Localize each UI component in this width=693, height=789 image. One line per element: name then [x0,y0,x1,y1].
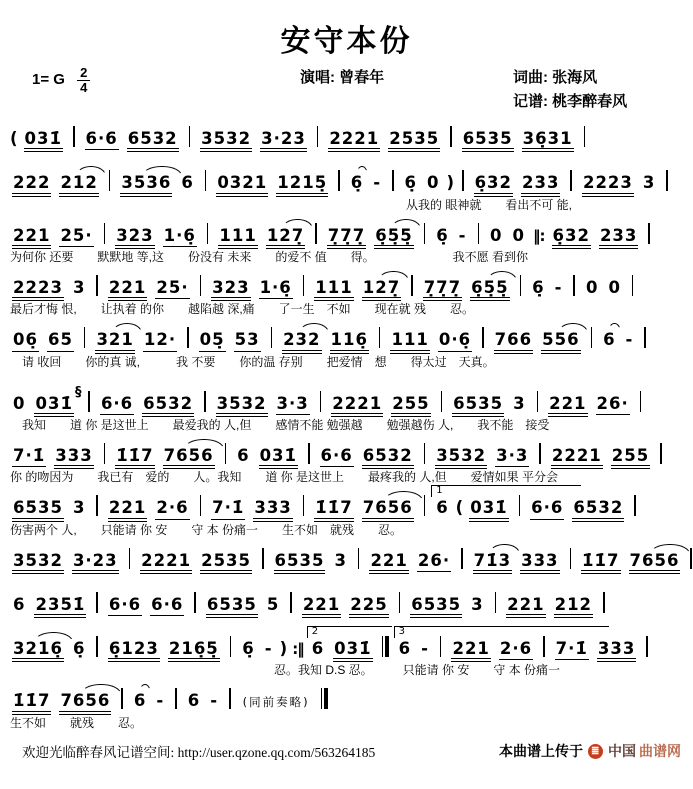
note-group: 7̣7̣7̣ [423,279,462,301]
barline [225,443,227,464]
note-group: 53 [234,331,261,351]
barline [229,688,231,709]
note-group: 233 [599,227,638,249]
note-group: 3 [471,594,484,614]
note-group: 12· [143,331,177,351]
note-group: 2535 [388,130,440,152]
barline [424,495,426,516]
notation-line [8,485,685,521]
note-group: - [458,225,467,245]
note-group: 0 [13,393,26,413]
note-group: - [421,639,429,659]
notation-score [8,120,685,731]
note-group: 06̣ [12,331,39,351]
composer-label: 词曲: [513,69,548,86]
note-group: 3532 [435,447,487,469]
note-group: 233 [521,174,560,196]
note-group: 6·6 [530,499,564,519]
note-group: - [264,639,273,659]
barline [303,495,305,516]
note-group: 3·23 [72,552,119,574]
note-group: 26· [417,552,451,572]
note-group: 6 [133,691,147,711]
barline [200,495,202,516]
note-group: 2223 [582,174,634,196]
barline [392,170,394,191]
note-group: 212 [59,174,98,196]
music-system [8,437,685,485]
barline [271,327,273,348]
note-group: 031̇ [469,499,508,521]
barline [648,223,650,244]
note-group: 6532 [362,447,414,469]
volta-bracket: 3 [394,626,609,638]
barline [290,592,292,613]
note-group: 6̣32 [474,174,513,196]
note-group: 6̣ [532,277,545,297]
notation-line [8,542,685,574]
notation-text: ( [10,129,18,148]
barline [262,548,264,569]
note-group: 6·6 [108,596,142,616]
note-group: 6532 [142,395,194,417]
note-group: 3 [642,173,656,193]
note-group: 1·6̣ [259,279,293,299]
note-group: 2·6 [155,499,189,519]
barline [96,495,98,516]
notation-line [8,586,685,618]
page-footer [8,741,685,761]
note-group: 6 [181,173,194,193]
note-group: 3 [72,498,86,518]
barline [440,636,442,657]
composer-credit [513,66,597,87]
note-group: 3532 [216,395,268,417]
barline [570,170,572,191]
note-group: 65 [47,331,74,351]
barline [129,548,131,569]
barline [88,391,90,412]
upload-credit [499,741,681,761]
note-group: 6̣123 [108,640,160,662]
note-group: - [554,277,563,297]
note-group: 221 [108,499,147,521]
music-system [8,321,685,369]
note-group: 0 [585,277,599,297]
note-group: 6 [237,445,250,465]
volta-bracket: 1 [431,485,581,497]
note-group: 0321 [216,174,268,196]
note-group: 7·1̇ [12,447,46,467]
barline [230,636,232,657]
barline [338,170,340,191]
notation-line [8,269,685,301]
note-group: 221 [451,640,490,662]
singer-credit [300,66,384,87]
note-group: 3·23 [260,130,307,152]
barline [187,327,189,348]
note-group: 25· [155,279,189,299]
note-group: 111 [390,331,429,353]
notation-text: ) [279,639,288,659]
music-system [8,542,685,574]
barline [205,170,207,191]
barline [121,688,123,709]
note-group: 6535 [452,395,504,417]
note-group: 127̣ [362,279,401,301]
note-group: 6̣5̣5̣ [470,279,509,301]
note-group: 3532 [200,130,252,152]
note-group: 0 [512,225,525,245]
barline [573,275,575,296]
lyrics-line: 为何你 还要 默默地 等,这 份没有 未来 的爱不 值 得。 我不愿 看到你 [10,249,529,264]
note-group: 221 [12,227,51,249]
note-group: 6 [603,330,616,350]
final-barline [382,636,389,657]
barline [104,223,106,244]
note-group: 255 [611,447,650,469]
note-group: 333 [54,447,93,469]
note-group: 6̣ [404,173,418,193]
note-group: - [210,691,219,711]
barline [570,548,572,569]
note-group: 221 [506,596,545,618]
note-group: 6535 [274,552,326,574]
note-group: 1̇1̇7 [115,447,154,469]
note-group: 2223 [12,279,64,301]
note-group: 0 [490,225,503,245]
note-group: 6532 [572,499,624,521]
barline [308,443,310,464]
barline [644,327,646,348]
barline [189,126,191,147]
barline [317,126,319,147]
barline [84,327,86,348]
note-group: 212 [554,596,593,618]
music-system [8,164,685,212]
note-group: - [625,330,634,350]
barline [96,275,98,296]
note-group: 3·3 [276,395,310,415]
barline [194,592,196,613]
note-group: 232 [282,331,321,353]
barline [520,275,522,296]
barline [690,548,692,569]
lyrics-line: 生不如 就残 忍。 [10,716,143,731]
note-group: 6·6 [320,447,354,467]
note-group: 7656 [629,552,681,574]
note-group: 7656 [59,692,111,714]
note-group: 321 [95,331,134,353]
time-signature-denominator: 4 [80,79,88,95]
notation-line [8,321,685,353]
barline [104,443,106,464]
note-group: 216̣5̣ [168,640,220,662]
note-group: 6 [13,594,26,614]
note-group: 2·6 [499,640,533,660]
barline [200,275,202,296]
barline [207,223,209,244]
note-group: 221 [302,596,341,618]
note-group: 333 [597,640,636,662]
barline [379,327,381,348]
notation-line [8,120,685,152]
barline [634,495,636,516]
note-group: 221 [548,395,587,417]
notation-annotation: (同前奏略) [242,695,310,710]
time-signature-numerator: 2 [77,66,90,81]
notation-line [8,217,685,249]
repeat-start-sign: ‖: [533,226,545,245]
note-group: 7·1̇ [555,640,589,660]
note-group: 2351̇ [34,596,86,618]
note-group: 333 [520,552,559,574]
note-group: 6535 [12,499,64,521]
lyrics-line: 我知 道 你 是这世上 最爱我的 人,但 感情不能 勉强越 勉强越伤 人, 我不能 接受 [10,417,550,432]
note-group: 333 [253,499,292,521]
note-group: 0·6̣ [438,331,472,351]
lyrics-line: 伤害两个 人, 只能请 你 安 守 本 份痛一 生不如 就残 忍。 [10,522,403,537]
barline [603,592,605,613]
music-system [8,217,685,265]
music-system [8,626,685,678]
note-group: 111 [218,227,257,249]
barline [424,223,426,244]
note-group: 6 [187,691,201,711]
notation-line [8,374,685,417]
lyrics-line: 忍。我知 D.S 忍。 只能请 你 安 守 本 份痛一 [10,663,561,678]
barline [109,170,111,191]
music-system [8,586,685,618]
note-group: 6·6 [85,130,119,150]
note-group: 3 [334,550,347,570]
lyrics-line: 请 收回 你的真 诚, 我 不要 你的温 存别 把爱情 想 得太过 天真。 [10,354,495,369]
note-group: 6̣ [242,639,255,659]
upload-label: 本曲谱上传于 [499,743,583,760]
note-group: 36̣31 [522,130,574,152]
note-group: 6 [398,639,412,659]
lyrics-line: 最后才悔 恨, 让执着 的你 越陷越 深,痛 了一生 不如 现在就 残 忍。 [10,302,475,317]
song-title: 安守本份 [280,25,413,58]
notation-line [8,164,685,196]
note-group: 111 [314,279,353,301]
notation-line [8,682,685,715]
key-signature-text: 1= G [32,71,65,89]
note-group: 3 [513,393,526,413]
note-group: 2221 [328,130,380,152]
note-group: 3536 [120,174,172,196]
note-group: 6532 [127,130,179,152]
barline [478,223,480,244]
note-group: 766 [494,331,533,353]
music-system [8,682,685,731]
note-group: 6535 [462,130,514,152]
note-group: 6 [436,498,449,518]
barline [320,391,322,412]
barline [175,688,177,709]
barline [424,443,426,464]
music-system [8,120,685,152]
note-group: 031̇ [34,395,73,417]
note-group: 6535 [410,596,462,618]
note-group: 5 [266,594,280,614]
note-group: 2221 [551,447,603,469]
barline [462,170,464,191]
note-group: 127̣ [266,227,305,249]
barline [666,170,668,191]
barline [482,327,484,348]
barline [632,275,634,296]
barline [73,126,75,147]
notation-text: ) [446,173,455,193]
barline [543,636,545,657]
note-group: 6̣32 [552,227,591,249]
note-group: 6·6 [150,596,184,616]
note-group: 71̇3 [473,552,512,574]
barline [303,275,305,296]
notation-text: ( [455,498,464,518]
note-group: 031̇ [333,640,372,662]
note-group: 031̇ [259,447,298,469]
barline [358,548,360,569]
music-system [8,374,685,433]
notation-line [8,437,685,469]
footer-link-text: 欢迎光临醉春风记谱空间: http://user.qzone.qq.com/563264185 [22,745,376,761]
barline [315,223,317,244]
score-header [8,62,685,114]
note-group: 6·6 [100,395,134,415]
key-signature [32,66,90,94]
repeat-end-sign: :‖ [292,640,304,659]
note-group: 7656 [362,499,414,521]
music-system [8,269,685,317]
note-group: 255 [391,395,430,417]
barline [539,443,541,464]
note-group: 26· [596,395,630,415]
note-group: 221 [108,279,147,301]
transcriber-credit [513,90,627,111]
note-group: 7·1̇ [211,499,245,519]
barline [411,275,413,296]
site-name-dark: 中国 [608,743,636,760]
note-group: 225 [349,596,388,618]
note-group: 6̣ [350,173,364,193]
barline [495,592,497,613]
note-group: 7̣7̣7̣ [327,227,366,249]
site-logo-icon [588,744,603,759]
lyrics-line: 你 的吻因为 我已有 爱的 人。我知 道 你 是这世上 最疼我的 人,但 爱情如果 平分会 [10,470,559,485]
barline [646,636,648,657]
notation-line [8,626,685,662]
note-group: 221 [369,552,408,574]
note-group: 0 [608,277,621,297]
transcriber-label: 记谱: [513,93,548,110]
barline [96,636,98,657]
barline [461,548,463,569]
composer-name: 张海风 [552,69,598,86]
note-group: 323 [115,227,154,249]
barline [519,495,521,516]
note-group: 1̇1̇7 [581,552,620,574]
note-group: 3216̣ [12,640,64,662]
note-group: 6̣5̣5̣ [374,227,413,249]
note-group: - [373,173,382,193]
note-group: 031̇ [24,130,63,152]
barline [584,126,586,147]
note-group: 2221 [140,552,192,574]
note-group: 2535 [200,552,252,574]
note-group: 222 [12,174,51,196]
note-group: 6̣ [436,225,449,245]
barline [591,327,593,348]
note-group: 25· [59,227,93,247]
barline [204,391,206,412]
volta-bracket: 2 [307,626,392,638]
note-group: 0 [427,173,440,193]
note-group: 3 [72,277,86,297]
barline [399,592,401,613]
barline [660,443,662,464]
note-group: - [156,691,165,711]
singer-label: 演唱: [300,69,335,86]
note-group: 116̣ [330,331,369,353]
note-group: 323 [211,279,250,301]
transcriber-name: 桃李醉春风 [552,93,628,110]
site-name-light: 曲谱网 [639,743,681,760]
note-group: 05̣ [199,331,226,351]
note-group: 6̣ [72,639,86,659]
note-group: 6 [311,639,325,659]
barline [640,391,642,412]
lyrics-line: 从我的 眼神就 看出不可 能, [10,197,573,212]
note-group: 556 [541,331,580,353]
note-group: 1̇1̇7 [12,692,51,714]
segno-icon: § [74,384,82,400]
final-barline [321,688,328,709]
note-group: 1215̣ [276,174,328,196]
music-system [8,485,685,537]
note-group: 1̇1̇7 [314,499,353,521]
barline [450,126,452,147]
time-signature [77,66,90,94]
note-group: 3532 [12,552,64,574]
note-group: 6535 [206,596,258,618]
barline [441,391,443,412]
note-group: 7656 [163,447,215,469]
barline [96,592,98,613]
barline [537,391,539,412]
note-group: 3·3 [495,447,529,467]
note-group: 1·6̣ [163,227,197,247]
singer-name: 曾春年 [339,69,385,86]
note-group: 2221 [331,395,383,417]
